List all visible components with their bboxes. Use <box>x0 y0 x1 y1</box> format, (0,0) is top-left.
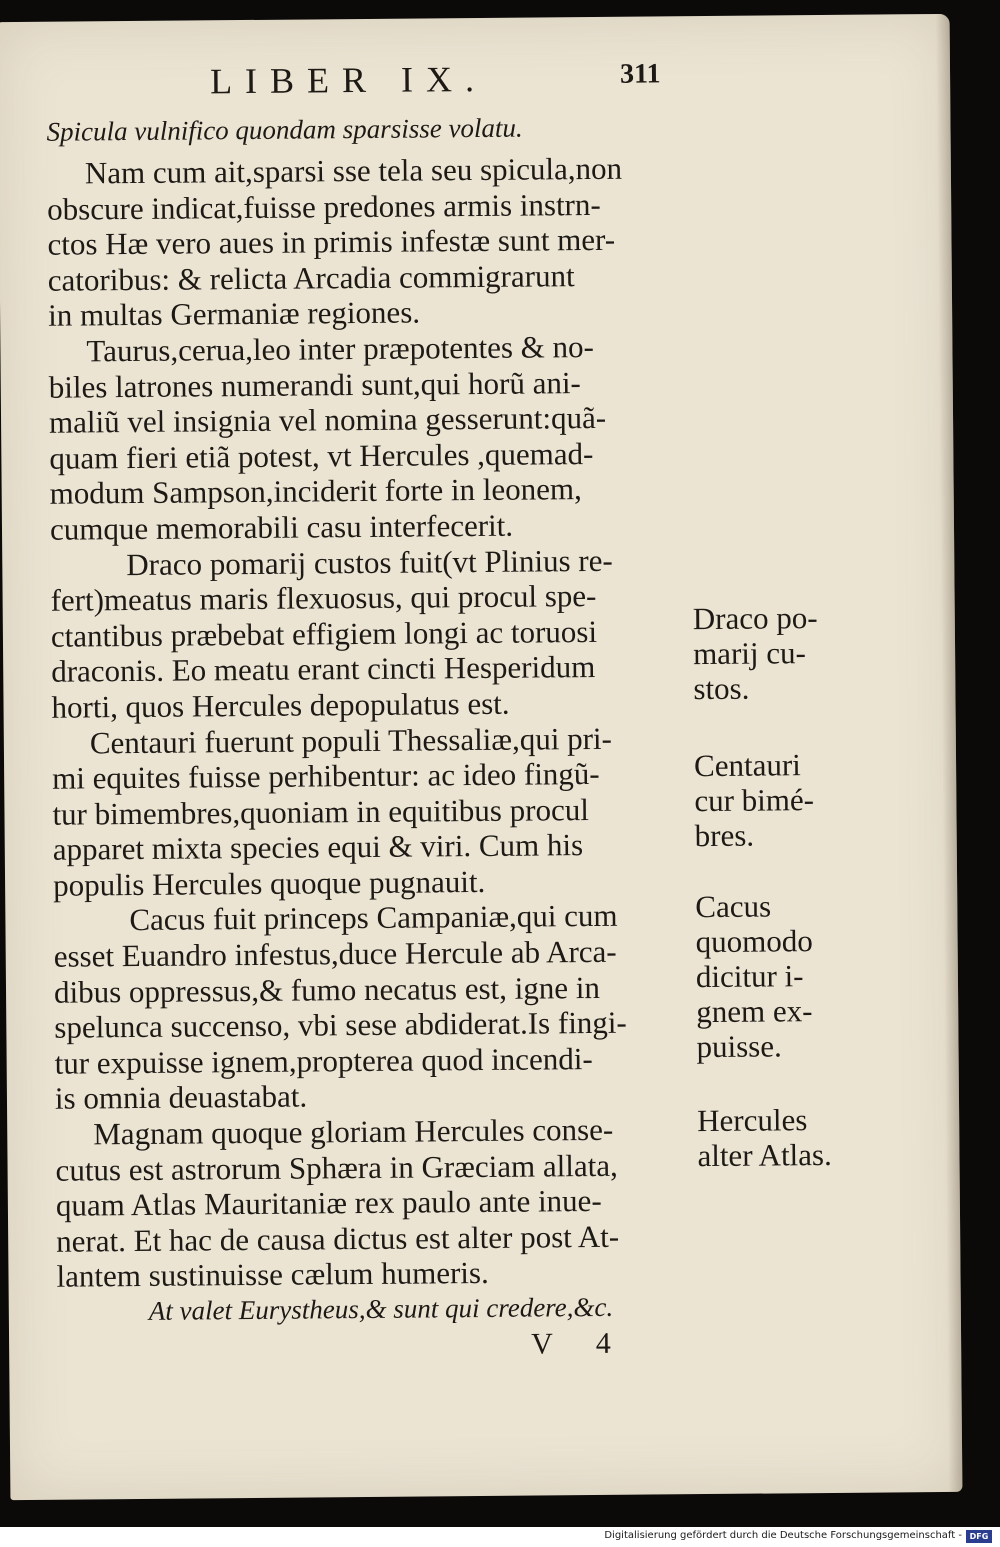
marginal-note-line: Centauri <box>693 747 801 784</box>
text-line: Draco pomarij custos fuit(vt Plinius re- <box>126 542 613 582</box>
text-line: Nam cum ait,sparsi sse tela seu spicula,non <box>84 150 623 191</box>
funding-credit: Digitalisierung gefördert durch die Deutsche Forschungsgemeinschaft - <box>604 1530 962 1541</box>
marginal-note-centauri <box>694 747 815 853</box>
text-line: horti, quos Hercules depopulatus est. <box>51 685 510 725</box>
text-line: modum Sampson,inciderit forte in leonem, <box>49 471 582 512</box>
text-line: quam Atlas Mauritaniæ rex paulo ante inue- <box>55 1183 602 1223</box>
text-line: esset Euandro infestus,duce Hercule ab Arca- <box>53 933 617 974</box>
marginal-note-line: bres. <box>694 817 755 854</box>
marginal-note-line: Hercules <box>697 1102 808 1139</box>
text-line: maliũ vel insignia vel nomina gesserunt:quã- <box>48 400 607 440</box>
text-line: apparet mixta species equi & viri. Cum his <box>52 827 584 868</box>
text-line: ctantibus præbebat effigiem longi ac toruosi <box>50 613 598 654</box>
text-line: Cacus fuit princeps Campaniæ,qui cum <box>129 898 618 938</box>
text-line: lantem sustinuisse cælum humeris. <box>56 1255 489 1295</box>
text-line: obscure indicat,fuisse predones armis instrn- <box>47 186 601 227</box>
text-line: cutus est astrorum Sphæra in Græciam allata, <box>55 1147 618 1188</box>
text-line: nerat. Et hac de causa dictus est alter post At- <box>56 1218 620 1259</box>
marginal-note-draco <box>693 600 819 706</box>
marginal-note-line: gnem ex- <box>696 993 813 1030</box>
text-line: cumque memorabili casu interfecerit. <box>49 507 514 547</box>
text-line: Taurus,cerua,leo inter præpotentes & no- <box>86 328 595 369</box>
marginal-note-cacus <box>695 888 814 1064</box>
text-line: Magnam quoque gloriam Hercules conse- <box>93 1111 614 1152</box>
text-line: in multas Germaniæ regiones. <box>47 294 421 334</box>
marginal-note-line: quomodo <box>695 923 813 960</box>
running-head: LIBER IX. <box>209 58 488 102</box>
text-line: mi equites fuisse perhibentur: ac ideo fingũ- <box>52 756 600 796</box>
text-line: catoribus: & relicta Arcadia commigrarunt <box>47 257 575 298</box>
text-line: biles latrones numerandi sunt,qui horũ ani- <box>48 364 581 405</box>
verse-quote-bottom: At valet Eurystheus,& sunt qui credere,&c. <box>148 1291 614 1326</box>
marginal-note-line: stos. <box>693 670 750 707</box>
text-line: Centauri fuerunt populi Thessaliæ,qui pri- <box>89 720 613 760</box>
text-line: tur bimembres,quoniam in equitibus procul <box>52 791 590 832</box>
marginal-note-line: marij cu- <box>692 635 807 672</box>
main-text-block <box>47 150 697 1295</box>
marginal-note-line: Cacus <box>695 888 772 925</box>
marginal-note-line: dicitur i- <box>695 958 804 995</box>
text-line: spelunca succenso, vbi sese abdiderat.Is fingi- <box>54 1004 627 1045</box>
text-line: tur expuisse ignem,propterea quod incendi- <box>54 1040 593 1081</box>
signature-mark: V 4 <box>530 1326 629 1361</box>
text-line: fert)meatus maris flexuosus, qui procul spe- <box>50 578 597 618</box>
marginal-note-line: alter Atlas. <box>697 1136 832 1174</box>
text-line: populis Hercules quoque pugnauit. <box>52 863 486 903</box>
marginal-note-hercules <box>697 1102 832 1173</box>
text-line: is omnia deuastabat. <box>54 1078 308 1117</box>
marginal-note-line: puisse. <box>696 1028 782 1065</box>
footer-bar <box>0 1527 1000 1547</box>
verse-quote-top: Spicula vulnifico quondam sparsisse volatu. <box>46 112 523 147</box>
text-line: quam fieri etiã potest, vt Hercules ,quemad- <box>49 435 594 476</box>
page-number: 311 <box>619 58 661 90</box>
marginal-note-line: cur bimé- <box>694 782 815 819</box>
text-line: ctos Hæ vero aues in primis infestæ sunt mer- <box>47 221 616 262</box>
book-page <box>0 14 962 1500</box>
page-edge-shadow <box>936 14 963 1492</box>
dfg-logo-icon[interactable]: DFG <box>966 1530 992 1543</box>
text-line: draconis. Eo meatu erant cincti Hesperidum <box>51 649 596 690</box>
marginal-note-line: Draco po- <box>692 600 818 637</box>
text-line: dibus oppressus,& fumo necatus est, igne in <box>53 969 601 1010</box>
